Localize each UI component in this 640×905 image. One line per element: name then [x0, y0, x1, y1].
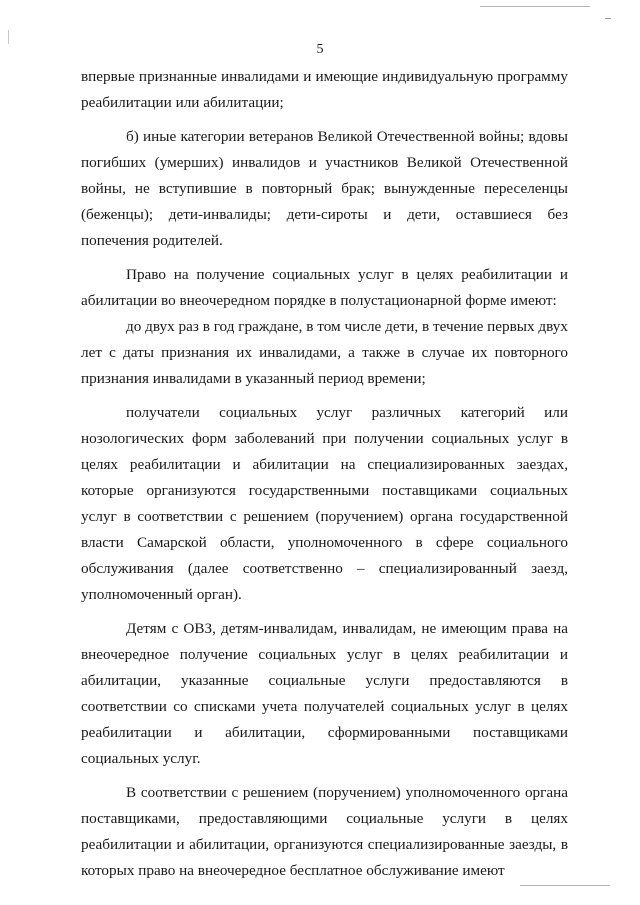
paragraph: впервые признанные инвалидами и имеющие индивидуальную программу реабилитации или абилитации; [81, 68, 568, 111]
paragraph: получатели социальных услуг различных категорий или нозологических форм заболеваний при получении социальных услуг в целях реабилитации и абилитации на специализированных заездах, которые организуются государственными поставщиками социальных услуг в соответствии с решением (поручением) органа государственной власти Самарской области, уполномоченного в сфере социального обслуживания (далее соответственно – специализированный заезд, уполномоченный орган). [81, 404, 568, 603]
scan-artifact-mark [605, 18, 611, 19]
paragraph: Право на получение социальных услуг в целях реабилитации и абилитации во внеочередном порядке в полустационарной форме имеют: [81, 266, 568, 309]
paragraph: б) иные категории ветеранов Великой Отечественной войны; вдовы погибших (умерших) инвалидов и участников Великой Отечественной войны, не вступившие в повторный брак; вынужденные переселенцы (беженцы); дети-инвалиды; дети-сироты и дети, оставшиеся без попечения родителей. [81, 128, 568, 249]
document-body [81, 64, 568, 884]
paragraph: до двух раз в год граждане, в том числе дети, в течение первых двух лет с даты признания их инвалидами, а также в случае их повторного признания инвалидами в указанный период времени; [81, 318, 568, 387]
paragraph: Детям с ОВЗ, детям-инвалидам, инвалидам, не имеющим права на внеочередное получение социальных услуг в целях реабилитации и абилитации, указанные социальные услуги предоставляются в соответствии со списками учета получателей социальных услуг в целях реабилитации и абилитации, сформированными поставщиками социальных услуг. [81, 620, 568, 767]
paragraph: В соответствии с решением (поручением) уполномоченного органа поставщиками, предоставляющими социальные услуги в целях реабилитации и абилитации, организуются специализированные заезды, в которых право на внеочередное бесплатное обслуживание имеют [81, 784, 568, 879]
page-number: 5 [316, 42, 324, 57]
scan-artifact-line [520, 885, 610, 886]
scan-artifact-line [480, 6, 590, 7]
